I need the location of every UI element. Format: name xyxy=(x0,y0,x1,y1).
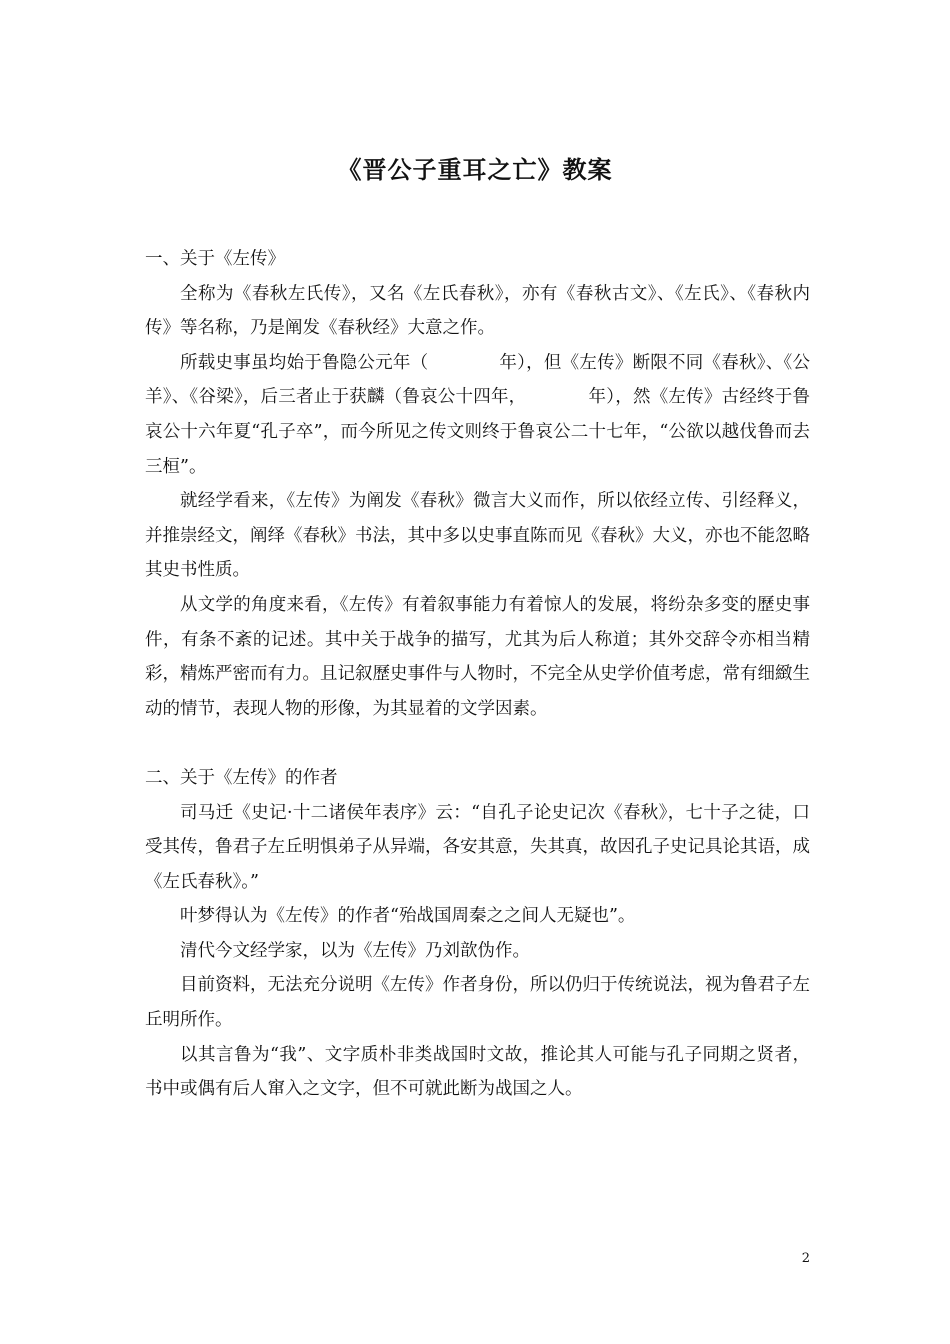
paragraph: 从文学的角度来看，《左传》有着叙事能力有着惊人的发展，将纷杂多变的歷史事件，有条不紊的记述。其中关于战争的描写，尤其为后人称道；其外交辞令亦相当精彩，精炼严密而有力。且记叙歷史事件与人物时，不完全从史学价值考虑，常有细緻生动的情节，表现人物的形像，为其显着的文学因素。 xyxy=(145,594,810,719)
paragraph: 就经学看来，《左传》为阐发《春秋》微言大义而作，所以依经立传、引经释义，并推崇经文，阐绎《春秋》书法，其中多以史事直陈而见《春秋》大义，亦也不能忽略其史书性质。 xyxy=(145,491,810,581)
paragraph: 全称为《春秋左氏传》，又名《左氏春秋》，亦有《春秋古文》、《左氏》、《春秋内传》等名称，乃是阐发《春秋经》大意之作。 xyxy=(145,283,810,339)
page-title: 《晋公子重耳之亡》教案 xyxy=(337,156,613,184)
paragraph: 以其言鲁为“我”、文字质朴非类战国时文故，推论其人可能与孔子同期之贤者，书中或偶有后人窜入之文字，但不可就此断为战国之人。 xyxy=(145,1044,810,1100)
document-body xyxy=(145,242,810,1107)
paragraph: 目前资料，无法充分说明《左传》作者身份，所以仍归于传统说法，视为鲁君子左丘明所作。 xyxy=(145,975,810,1031)
paragraph: 司马迁《史记·十二诸侯年表序》云：“自孔子论史记次《春秋》，七十子之徒，口受其传，鲁君子左丘明惧弟子从异端，各安其意，失其真，故因孔子史记具论其语，成《左氏春秋》。” xyxy=(145,802,810,892)
section-spacer xyxy=(145,726,810,761)
page-number: 2 xyxy=(801,1251,810,1266)
paragraph: 清代今文经学家，以为《左传》乃刘歆伪作。 xyxy=(180,940,530,961)
paragraph: 叶梦得认为《左传》的作者“殆战国周秦之之间人无疑也”。 xyxy=(180,906,636,927)
section-heading-1: 一、关于《左传》 xyxy=(145,249,285,269)
section-heading-2: 二、关于《左传》的作者 xyxy=(145,767,338,788)
paragraph: 所载史事虽均始于鲁隐公元年（ 年），但《左传》断限不同《春秋》、《公羊》、《谷梁》，后三者止于获麟（鲁哀公十四年， 年），然《左传》古经终于鲁哀公十六年夏“孔子卒”，而今所见之传文则终于鲁哀公二十七年，“公欲以越伐鲁而去三桓”。 xyxy=(145,352,810,477)
